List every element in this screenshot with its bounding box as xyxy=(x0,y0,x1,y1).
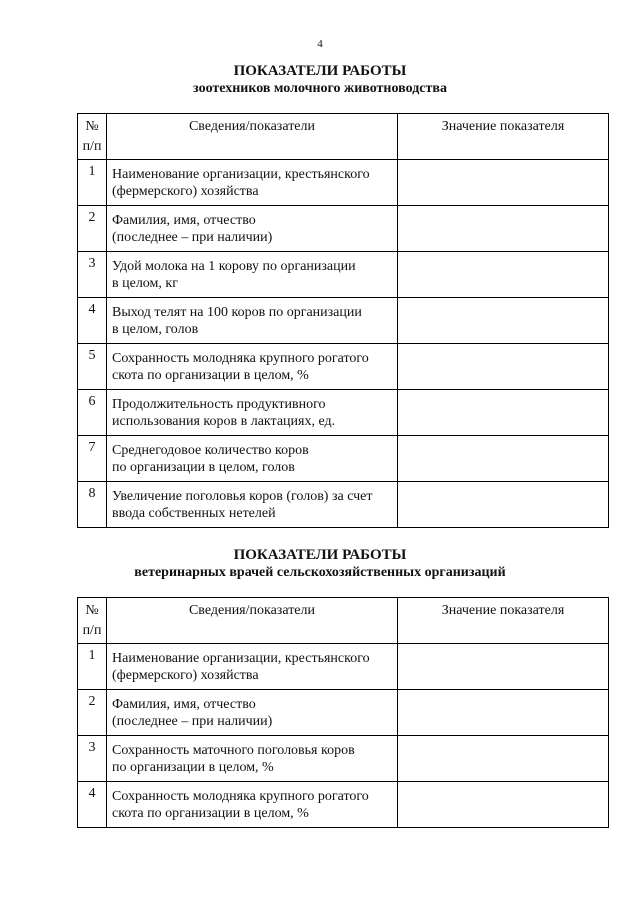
row-info: Сохранность маточного поголовья коров по организации в целом, % xyxy=(107,736,398,782)
table-row xyxy=(78,206,609,252)
header-value: Значение показателя xyxy=(398,114,609,160)
row-number: 7 xyxy=(78,436,107,482)
section-subtitle: ветеринарных врачей сельскохозяйственных организаций xyxy=(134,565,506,580)
row-info: Среднегодовое количество коров по организации в целом, голов xyxy=(107,436,398,482)
table-row xyxy=(78,298,609,344)
row-info: Сохранность молодняка крупного рогатого скота по организации в целом, % xyxy=(107,344,398,390)
table-header-row xyxy=(78,598,609,644)
section-heading-veterinarians xyxy=(0,546,640,582)
row-value-cell[interactable] xyxy=(398,736,609,782)
row-number: 8 xyxy=(78,482,107,528)
table-row xyxy=(78,782,609,828)
table-header-row xyxy=(78,114,609,160)
table-row xyxy=(78,690,609,736)
row-number: 4 xyxy=(78,298,107,344)
row-value-cell[interactable] xyxy=(398,644,609,690)
table-row xyxy=(78,736,609,782)
row-info: Наименование организации, крестьянского (фермерского) хозяйства xyxy=(107,160,398,206)
row-number: 4 xyxy=(78,782,107,828)
row-value-cell[interactable] xyxy=(398,160,609,206)
row-info: Фамилия, имя, отчество (последнее – при наличии) xyxy=(107,206,398,252)
table-row xyxy=(78,390,609,436)
row-info: Фамилия, имя, отчество (последнее – при наличии) xyxy=(107,690,398,736)
table-row xyxy=(78,436,609,482)
row-number: 5 xyxy=(78,344,107,390)
row-number: 3 xyxy=(78,252,107,298)
table-row xyxy=(78,482,609,528)
row-number: 1 xyxy=(78,644,107,690)
row-value-cell[interactable] xyxy=(398,482,609,528)
row-number: 2 xyxy=(78,690,107,736)
row-value-cell[interactable] xyxy=(398,390,609,436)
header-number: № п/п xyxy=(78,114,107,160)
header-info: Сведения/показатели xyxy=(107,598,398,644)
row-number: 3 xyxy=(78,736,107,782)
row-info: Увеличение поголовья коров (голов) за счет ввода собственных нетелей xyxy=(107,482,398,528)
indicators-table-zootechnicians xyxy=(77,113,609,528)
row-value-cell[interactable] xyxy=(398,436,609,482)
row-info: Удой молока на 1 корову по организации в целом, кг xyxy=(107,252,398,298)
row-info: Сохранность молодняка крупного рогатого скота по организации в целом, % xyxy=(107,782,398,828)
section-title: ПОКАЗАТЕЛИ РАБОТЫ xyxy=(233,63,407,79)
row-value-cell[interactable] xyxy=(398,344,609,390)
row-value-cell[interactable] xyxy=(398,206,609,252)
section-title: ПОКАЗАТЕЛИ РАБОТЫ xyxy=(233,547,407,563)
row-value-cell[interactable] xyxy=(398,690,609,736)
header-info: Сведения/показатели xyxy=(107,114,398,160)
row-value-cell[interactable] xyxy=(398,782,609,828)
row-number: 1 xyxy=(78,160,107,206)
section-heading-zootechnicians xyxy=(0,62,640,98)
section-subtitle: зоотехников молочного животноводства xyxy=(193,81,447,96)
table-row xyxy=(78,252,609,298)
row-value-cell[interactable] xyxy=(398,298,609,344)
row-info: Продолжительность продуктивного использования коров в лактациях, ед. xyxy=(107,390,398,436)
indicators-table-veterinarians xyxy=(77,597,609,828)
header-value: Значение показателя xyxy=(398,598,609,644)
row-number: 6 xyxy=(78,390,107,436)
row-info: Выход телят на 100 коров по организации в целом, голов xyxy=(107,298,398,344)
header-number: № п/п xyxy=(78,598,107,644)
table-row xyxy=(78,160,609,206)
row-info: Наименование организации, крестьянского (фермерского) хозяйства xyxy=(107,644,398,690)
table-row xyxy=(78,344,609,390)
table-row xyxy=(78,644,609,690)
page-number: 4 xyxy=(317,38,323,50)
row-value-cell[interactable] xyxy=(398,252,609,298)
row-number: 2 xyxy=(78,206,107,252)
